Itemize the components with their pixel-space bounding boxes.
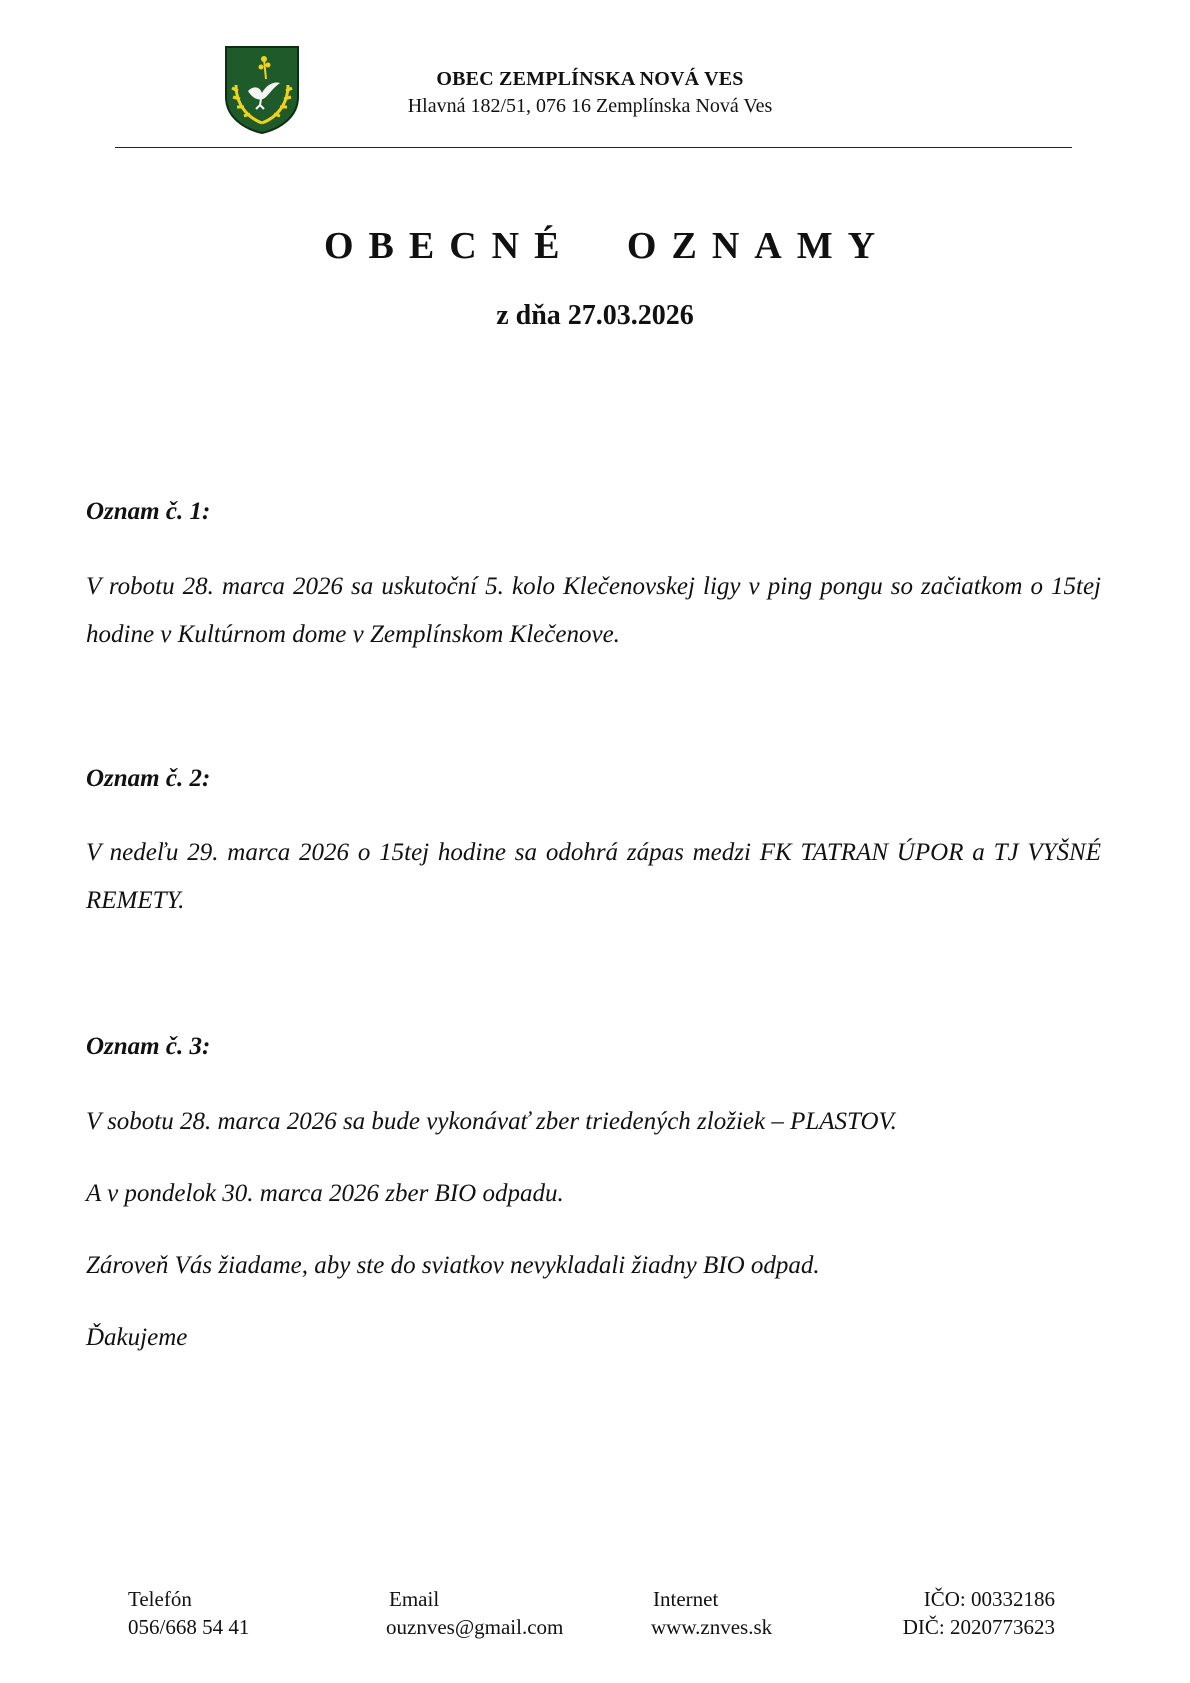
footer-email-value: ouznves@gmail.com bbox=[386, 1615, 564, 1639]
footer-internet bbox=[651, 1585, 772, 1641]
footer-dic: DIČ: 2020773623 bbox=[902, 1615, 1055, 1639]
notice-heading-1: Oznam č. 1: bbox=[86, 498, 211, 525]
document-title: OBECNÉ OZNAMY bbox=[323, 225, 891, 267]
footer-internet-label: Internet bbox=[653, 1587, 719, 1611]
notice-body-2: V nedeľu 29. marca 2026 o 15tej hodine sa odohrá zápas medzi FK TATRAN ÚPOR a TJ VYŠNÉ REMETY. bbox=[86, 839, 1101, 914]
footer-email bbox=[386, 1585, 563, 1641]
letterhead bbox=[340, 66, 840, 120]
notice-heading-3: Oznam č. 3: bbox=[86, 1033, 211, 1060]
footer-email-label: Email bbox=[389, 1587, 440, 1611]
coat-of-arms-emblem bbox=[224, 45, 300, 135]
document-date: z dňa 27.03.2026 bbox=[496, 300, 694, 331]
footer-registration bbox=[870, 1585, 1055, 1641]
notice-heading-2: Oznam č. 2: bbox=[86, 765, 211, 792]
footer-ico: IČO: 00332186 bbox=[923, 1587, 1055, 1611]
footer-phone-value: 056/668 54 41 bbox=[128, 1615, 250, 1639]
footer-phone-label: Telefón bbox=[128, 1587, 192, 1611]
notice-3-line-2: A v pondelok 30. marca 2026 zber BIO odpadu. bbox=[86, 1180, 564, 1207]
footer-internet-value: www.znves.sk bbox=[651, 1615, 773, 1639]
notice-3-line-3: Zároveň Vás žiadame, aby ste do sviatkov nevykladali žiadny BIO odpad. bbox=[86, 1252, 820, 1279]
notice-3-line-4: Ďakujeme bbox=[86, 1324, 188, 1351]
organization-address: Hlavná 182/51, 076 16 Zemplínska Nová Ves bbox=[407, 95, 773, 117]
notice-3-line-1: V sobotu 28. marca 2026 sa bude vykonávať zber triedených zložiek – PLASTOV. bbox=[86, 1108, 897, 1135]
organization-name: OBEC ZEMPLÍNSKA NOVÁ VES bbox=[436, 68, 744, 90]
footer-phone bbox=[128, 1585, 249, 1641]
notice-body-1: V robotu 28. marca 2026 sa uskutoční 5. kolo Klečenovskej ligy v ping pongu so začiatkom o 15tej hodine v Kultúrnom dome v Zemplínskom Klečenove. bbox=[86, 573, 1101, 648]
header-divider bbox=[115, 147, 1072, 148]
